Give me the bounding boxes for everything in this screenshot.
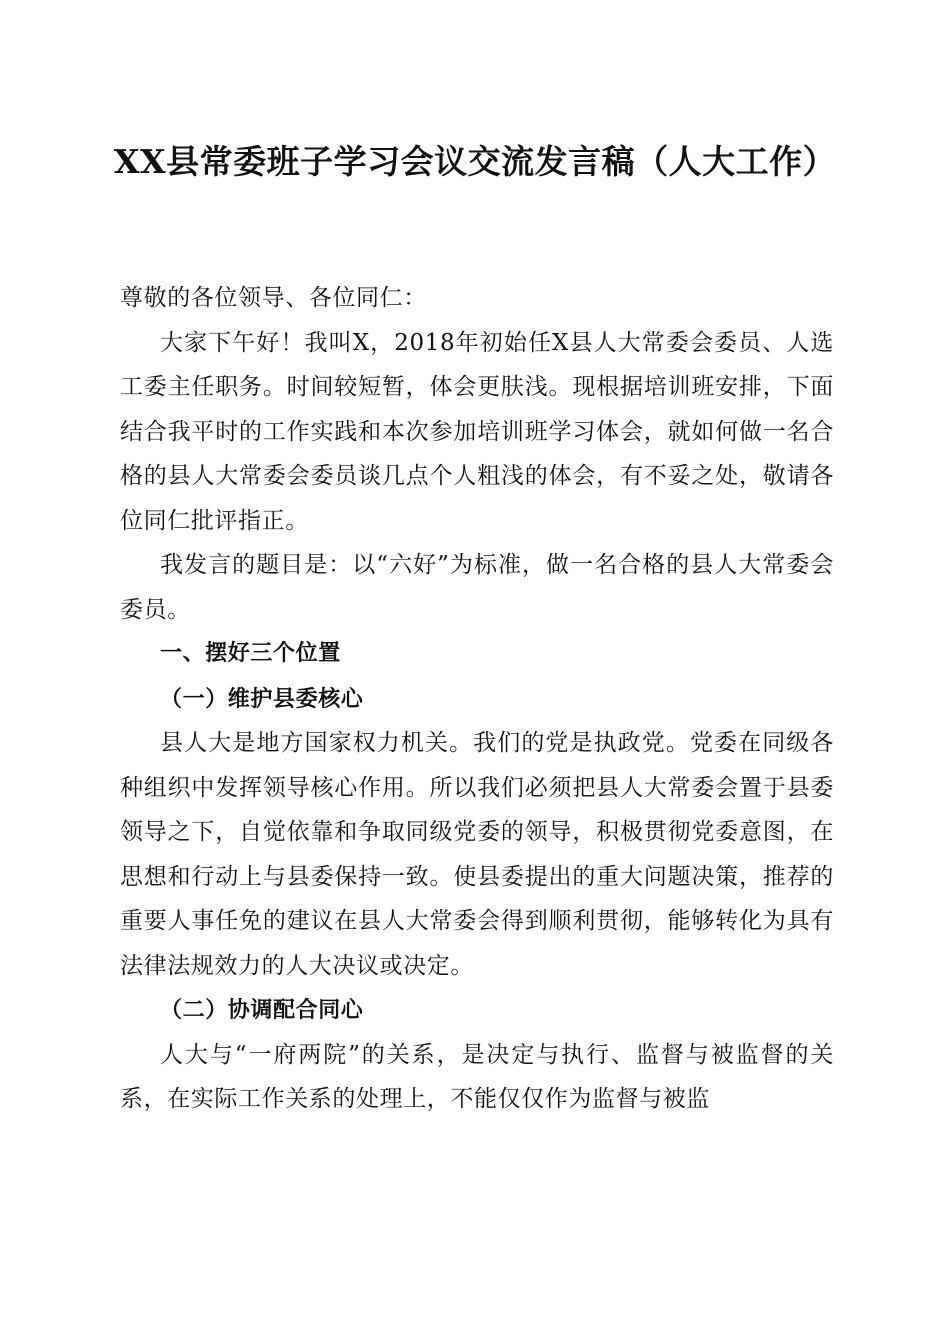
subsection-heading-2: （二）协调配合同心 (160, 997, 364, 1023)
salutation: 尊敬的各位领导、各位同仁： (120, 285, 427, 311)
document-title: XX县常委班子学习会议交流发言稿（人大工作） (113, 142, 837, 181)
subsection-2-paragraph: 人大与“一府两院”的关系，是决定与执行、监督与被监督的关系，在实际工作关系的处理上，不能仅仅作为监督与被监 (120, 1041, 834, 1112)
topic-paragraph: 我发言的题目是：以“六好”为标准，做一名合格的县人大常委会委员。 (120, 552, 834, 623)
subsection-heading-1: （一）维护县委核心 (160, 685, 364, 712)
subsection-1-paragraph: 县人大是地方国家权力机关。我们的党是执政党。党委在同级各种组织中发挥领导核心作用。所以我们必须把县人大常委会置于县委领导之下，自觉依靠和争取同级党委的领导，积极贯彻党委意图，在思想和行动上与县委保持一致。使县委提出的重大问题决策，推荐的重要人事任免的建议在县人大常委会得到顺利贯彻，能够转化为具有法律法规效力的人大决议或决定。 (120, 730, 834, 979)
document-body (120, 276, 834, 1122)
section-heading-1: 一、摆好三个位置 (160, 641, 341, 666)
intro-paragraph: 大家下午好！我叫X，2018年初始任X县人大常委会委员、人选工委主任职务。时间较短暂，体会更肤浅。现根据培训班安排，下面结合我平时的工作实践和本次参加培训班学习体会，就如何做一名合格的县人大常委会委员谈几点个人粗浅的体会，有不妥之处，敬请各位同仁批评指正。 (120, 329, 834, 534)
